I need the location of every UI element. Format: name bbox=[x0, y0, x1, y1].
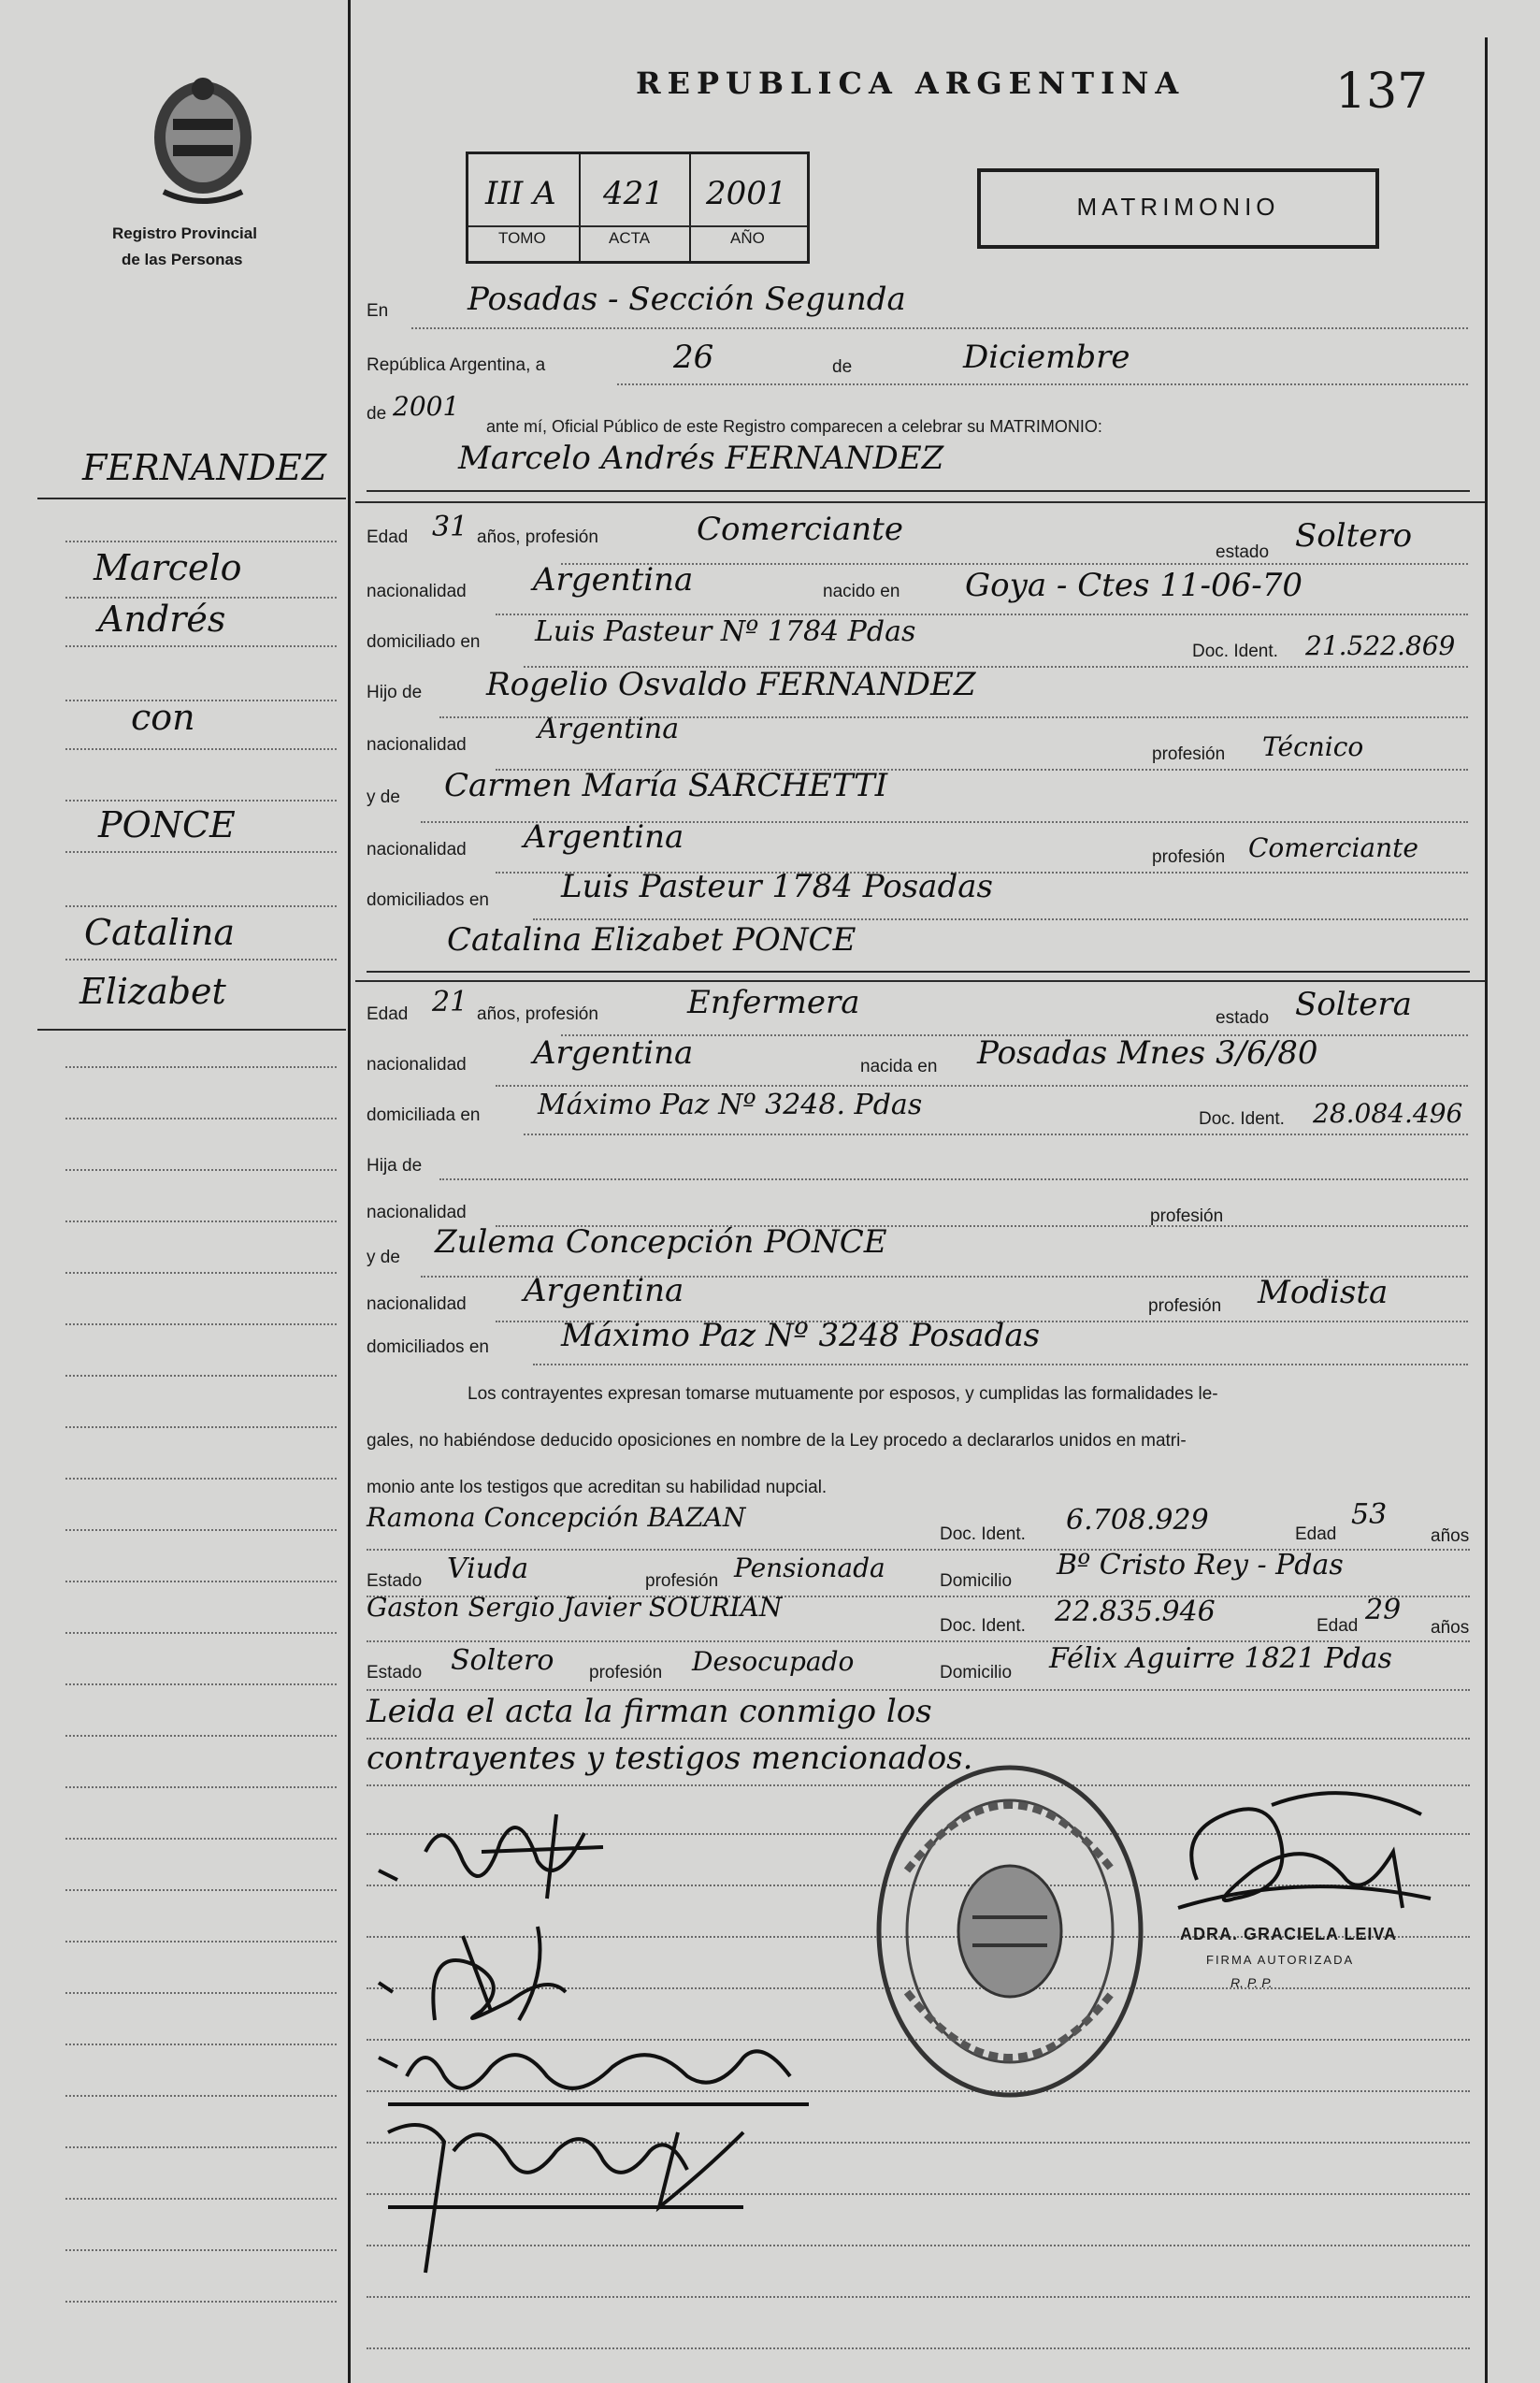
bride-birthplace: Posadas Mnes 3/6/80 bbox=[977, 1034, 1318, 1072]
year-value: 2001 bbox=[393, 391, 460, 422]
page-number: 137 bbox=[1335, 64, 1429, 120]
groom-birthplace: Goya - Ctes 11-06-70 bbox=[965, 567, 1303, 604]
margin-rule bbox=[65, 2198, 337, 2200]
bride-anos-prof-label: años, profesión bbox=[477, 1004, 598, 1024]
sign-rule bbox=[367, 2347, 1470, 2349]
margin-rule bbox=[65, 1529, 337, 1531]
margin-rule bbox=[65, 905, 337, 907]
closing-line2: contrayentes y testigos mencionados. bbox=[367, 1740, 973, 1777]
witness2-estado: Soltero bbox=[451, 1644, 554, 1677]
bride-father-rule bbox=[439, 1178, 1468, 1180]
groom-section-rule bbox=[355, 501, 1485, 503]
margin-rule bbox=[65, 700, 337, 701]
margin-rule bbox=[65, 1581, 337, 1582]
margin-rule bbox=[65, 1838, 337, 1840]
groom-name: Marcelo Andrés FERNANDEZ bbox=[458, 440, 944, 477]
bride-father-prof-label: profesión bbox=[1150, 1206, 1224, 1226]
margin-rule bbox=[65, 2095, 337, 2097]
bride-parents-rule bbox=[533, 1364, 1468, 1365]
document-type-box bbox=[977, 168, 1379, 249]
bride-mother-prof-label: profesión bbox=[1148, 1296, 1222, 1316]
groom-mother-nationality: Argentina bbox=[524, 818, 684, 856]
groom-doc: 21.522.869 bbox=[1305, 630, 1456, 661]
witness2-doc: 22.835.946 bbox=[1055, 1596, 1216, 1628]
groom-anos-prof-label: años, profesión bbox=[477, 527, 598, 547]
bride-mother: Zulema Concepción PONCE bbox=[435, 1223, 887, 1261]
margin-rule bbox=[65, 1786, 337, 1788]
groom-father-nationality: Argentina bbox=[538, 713, 680, 745]
bride-address: Máximo Paz Nº 3248. Pdas bbox=[538, 1089, 923, 1121]
bride-nac-label: nacionalidad bbox=[367, 1055, 467, 1075]
groom-profession: Comerciante bbox=[697, 511, 903, 548]
groom-parents-rule bbox=[533, 918, 1468, 920]
groom-dom-label: domiciliado en bbox=[367, 632, 481, 652]
signature-witness2 bbox=[369, 2095, 762, 2282]
margin-rule bbox=[65, 1118, 337, 1119]
groom-mother-nac-label: nacionalidad bbox=[367, 840, 467, 859]
declaration-line3: monio ante los testigos que acreditan su habilidad nupcial. bbox=[367, 1478, 828, 1497]
bride-age: 21 bbox=[432, 986, 468, 1018]
witness1-prof-label: profesión bbox=[645, 1571, 719, 1591]
groom-name-rule bbox=[367, 490, 1470, 492]
groom-doc-label: Doc. Ident. bbox=[1192, 642, 1278, 661]
bride-estado: Soltera bbox=[1295, 986, 1412, 1023]
groom-yde-label: y de bbox=[367, 787, 400, 807]
bride-section-rule bbox=[355, 980, 1485, 982]
margin-rule bbox=[65, 959, 337, 960]
margin-rule bbox=[65, 800, 337, 802]
day-value: 26 bbox=[673, 339, 714, 376]
de2-label: de bbox=[367, 404, 387, 424]
margin-rule bbox=[65, 1735, 337, 1737]
margin-rule bbox=[65, 1220, 337, 1222]
groom-estado: Soltero bbox=[1295, 517, 1413, 555]
bride-estado-label: estado bbox=[1216, 1008, 1270, 1028]
groom-estado-label: estado bbox=[1216, 542, 1270, 562]
groom-nationality: Argentina bbox=[533, 561, 694, 599]
witness2-anos-label: años bbox=[1431, 1618, 1470, 1638]
bride-edad-label: Edad bbox=[367, 1004, 409, 1024]
margin-name-bride-2: Elizabet bbox=[79, 971, 226, 1012]
margin-rule bbox=[65, 1066, 337, 1068]
record-box-divider bbox=[468, 225, 807, 227]
witness2-prof-label: profesión bbox=[589, 1663, 663, 1683]
witness1-edad-label: Edad bbox=[1295, 1524, 1337, 1544]
margin-rule bbox=[65, 1323, 337, 1325]
closing-line1: Leida el acta la firman conmigo los bbox=[367, 1693, 932, 1730]
margin-surname-groom: FERNANDEZ bbox=[82, 447, 327, 488]
margin-name-bride-1: Catalina bbox=[84, 912, 236, 953]
signature-official bbox=[1159, 1777, 1440, 1936]
acta-value: 421 bbox=[603, 175, 664, 212]
sign-rule bbox=[367, 2296, 1470, 2298]
ano-cell bbox=[691, 154, 807, 261]
margin-rule bbox=[65, 597, 337, 599]
bride-row2-rule bbox=[496, 1085, 1468, 1087]
witness1-dom-label: Domicilio bbox=[940, 1571, 1013, 1591]
bride-doc: 28.084.496 bbox=[1313, 1098, 1463, 1129]
bride-parents-dom-label: domiciliados en bbox=[367, 1337, 489, 1357]
right-page-border bbox=[1485, 37, 1488, 2383]
ano-value: 2001 bbox=[706, 175, 787, 212]
tomo-label: TOMO bbox=[498, 229, 546, 247]
bride-dom-label: domiciliada en bbox=[367, 1105, 481, 1125]
official-name: ADRA. GRACIELA LEIVA bbox=[1180, 1925, 1398, 1943]
date-rule bbox=[617, 383, 1468, 385]
country-heading: REPUBLICA ARGENTINA bbox=[636, 65, 1186, 101]
left-column-border bbox=[348, 0, 351, 2383]
margin-rule bbox=[65, 2146, 337, 2148]
groom-hijo-label: Hijo de bbox=[367, 683, 423, 702]
groom-nacido-label: nacido en bbox=[823, 582, 900, 601]
witness2-profession: Desocupado bbox=[692, 1646, 855, 1677]
witness2-doc-label: Doc. Ident. bbox=[940, 1616, 1026, 1636]
bride-yde-label: y de bbox=[367, 1248, 400, 1267]
official-initials: R. P. P. bbox=[1231, 1975, 1273, 1990]
signature-groom bbox=[369, 1796, 612, 1908]
registry-name-line2: de las Personas bbox=[122, 251, 243, 268]
tomo-value: III A bbox=[485, 175, 556, 212]
margin-rule bbox=[65, 1272, 337, 1274]
ante-text: ante mí, Oficial Público de este Registro comparecen a celebrar su MATRIMONIO: bbox=[486, 417, 1102, 436]
witness2-name: Gaston Sergio Javier SOURIAN bbox=[367, 1592, 783, 1623]
margin-rule bbox=[65, 1683, 337, 1685]
witness2-edad-label: Edad bbox=[1317, 1616, 1359, 1636]
witness1-estado-label: Estado bbox=[367, 1571, 423, 1591]
margin-underline bbox=[37, 498, 346, 499]
ano-label: AÑO bbox=[730, 229, 765, 247]
margin-rule bbox=[65, 748, 337, 750]
declaration-line1: Los contrayentes expresan tomarse mutuamente por esposos, y cumplidas las formalidades le- bbox=[468, 1384, 1218, 1404]
witness1-profession: Pensionada bbox=[734, 1553, 885, 1583]
bride-name: Catalina Elizabet PONCE bbox=[447, 921, 856, 959]
groom-edad-label: Edad bbox=[367, 527, 409, 547]
margin-rule bbox=[65, 1375, 337, 1377]
bride-row3-rule bbox=[524, 1134, 1468, 1135]
witness2-age: 29 bbox=[1365, 1594, 1402, 1626]
margin-rule bbox=[65, 541, 337, 542]
groom-mother: Carmen María SARCHETTI bbox=[444, 767, 888, 804]
witness1-estado: Viuda bbox=[447, 1553, 529, 1585]
margin-rule bbox=[65, 1632, 337, 1634]
margin-rule bbox=[65, 1992, 337, 1994]
margin-rule bbox=[65, 1169, 337, 1171]
margin-con: con bbox=[131, 697, 195, 738]
document-type-label: MATRIMONIO bbox=[1076, 193, 1280, 221]
witness1-name: Ramona Concepción BAZAN bbox=[367, 1502, 746, 1533]
witness1-doc-label: Doc. Ident. bbox=[940, 1524, 1026, 1544]
coat-of-arms-emblem bbox=[145, 70, 262, 206]
official-stamp-seal bbox=[870, 1758, 1150, 2104]
margin-rule bbox=[65, 1426, 337, 1428]
margin-rule bbox=[65, 851, 337, 853]
witness2-row2-rule bbox=[367, 1689, 1470, 1691]
registry-name-line1: Registro Provincial bbox=[112, 224, 257, 242]
acta-cell bbox=[581, 154, 691, 261]
bride-mother-profession: Modista bbox=[1258, 1274, 1389, 1311]
groom-father-profession: Técnico bbox=[1262, 731, 1364, 762]
place-value: Posadas - Sección Segunda bbox=[468, 281, 906, 318]
margin-rule bbox=[65, 1889, 337, 1891]
bride-mother-nationality: Argentina bbox=[524, 1272, 684, 1309]
witness2-dom-label: Domicilio bbox=[940, 1663, 1013, 1683]
bride-parents-address: Máximo Paz Nº 3248 Posadas bbox=[561, 1317, 1041, 1354]
groom-father-prof-label: profesión bbox=[1152, 744, 1226, 764]
groom-address: Luis Pasteur Nº 1784 Pdas bbox=[535, 615, 916, 648]
tomo-cell bbox=[468, 154, 581, 261]
bride-doc-label: Doc. Ident. bbox=[1199, 1109, 1285, 1129]
place-rule bbox=[411, 327, 1468, 329]
de-label: de bbox=[832, 357, 853, 377]
margin-rule bbox=[65, 1478, 337, 1480]
groom-mother-prof-label: profesión bbox=[1152, 847, 1226, 867]
margin-rule bbox=[65, 2249, 337, 2251]
declaration-line2: gales, no habiéndose deducido oposiciones en nombre de la Ley procedo a declararlos unidos en matri- bbox=[367, 1431, 1187, 1451]
groom-nac-label: nacionalidad bbox=[367, 582, 467, 601]
acta-label: ACTA bbox=[609, 229, 651, 247]
witness1-doc: 6.708.929 bbox=[1066, 1504, 1209, 1537]
groom-parents-dom-label: domiciliados en bbox=[367, 890, 489, 910]
margin-surname-bride: PONCE bbox=[98, 804, 236, 845]
margin-rule bbox=[65, 1941, 337, 1943]
bride-nationality: Argentina bbox=[533, 1034, 694, 1072]
bride-name-rule bbox=[367, 971, 1470, 973]
margin-name-groom-2: Andrés bbox=[98, 599, 226, 640]
margin-rule bbox=[65, 2044, 337, 2045]
margin-rule bbox=[65, 2301, 337, 2303]
witness1-address: Bº Cristo Rey - Pdas bbox=[1057, 1549, 1344, 1581]
groom-age: 31 bbox=[432, 511, 468, 543]
witness1-anos-label: años bbox=[1431, 1526, 1470, 1546]
witness2-address: Félix Aguirre 1821 Pdas bbox=[1049, 1642, 1392, 1675]
bride-mother-nac-label: nacionalidad bbox=[367, 1294, 467, 1314]
margin-name-groom-1: Marcelo bbox=[94, 547, 242, 588]
record-number-box bbox=[466, 152, 810, 264]
witness2-estado-label: Estado bbox=[367, 1663, 423, 1683]
groom-parents-address: Luis Pasteur 1784 Posadas bbox=[561, 868, 993, 905]
groom-mother-profession: Comerciante bbox=[1248, 832, 1418, 863]
groom-father-nac-label: nacionalidad bbox=[367, 735, 467, 755]
month-value: Diciembre bbox=[963, 339, 1130, 376]
bride-hija-label: Hija de bbox=[367, 1156, 423, 1176]
witness1-age: 53 bbox=[1351, 1498, 1388, 1531]
margin-underline-2 bbox=[37, 1029, 346, 1031]
bride-father-nac-label: nacionalidad bbox=[367, 1203, 467, 1222]
bride-nacida-label: nacida en bbox=[860, 1057, 938, 1076]
groom-father: Rogelio Osvaldo FERNANDEZ bbox=[486, 666, 976, 703]
groom-row1-rule bbox=[561, 563, 1468, 565]
bride-profession: Enfermera bbox=[687, 984, 860, 1021]
republica-label: República Argentina, a bbox=[367, 355, 546, 375]
official-title: FIRMA AUTORIZADA bbox=[1206, 1953, 1355, 1967]
signature-bride bbox=[369, 1908, 594, 2039]
margin-rule bbox=[65, 645, 337, 647]
en-label: En bbox=[367, 301, 389, 321]
